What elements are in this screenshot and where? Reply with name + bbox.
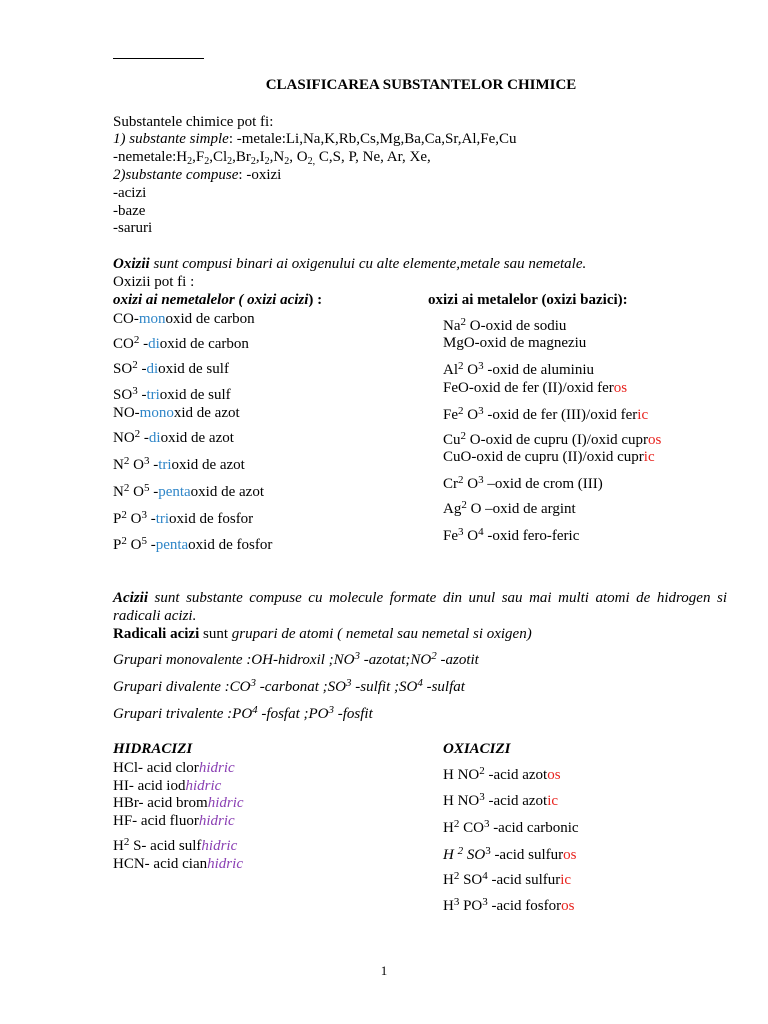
- oxide-item: $SO^2$ -dioxid de sulf: [113, 359, 229, 377]
- radicali-acizi-line: Radicali acizi sunt grupari de atomi ( nemetal sau nemetal si oxigen): [113, 626, 532, 642]
- header-rule: [113, 58, 204, 59]
- divalent-groups: Grupari divalente $:CO^3$ -carbonat $;SO^3$ -sulfit $;SO^4$ -sulfat: [113, 677, 465, 695]
- oxide-item: Ag$^2$ O –oxid de argint: [443, 499, 576, 517]
- oxide-item: Cu$^2$ O-oxid de cupru (I)/oxid cupros: [443, 430, 662, 448]
- oxizi-definition: Oxizii sunt compusi binari ai oxigenului cu alte elemente,metale sau nemetale.: [113, 256, 587, 272]
- oxide-item: $NO^2$ -dioxid de azot: [113, 428, 234, 446]
- hidracid-item: HI- acid iodhidric: [113, 778, 222, 794]
- oxide-item: $P^2$ $O^5$ -pentaoxid de fosfor: [113, 535, 273, 553]
- simple-substances-line: 1) substante simple: -metale:Li,Na,K,Rb,Cs,Mg,Ba,Ca,Sr,Al,Fe,Cu: [113, 131, 517, 147]
- nemetale-line: $-nemetale:H_2,F_2,Cl_2,Br_2,I_2,N_2$, $O_{2,}$ C,S, P, Ne, Ar, Xe,: [113, 149, 431, 167]
- oxiacid-item: $H^2$ $CO^3$ -acid carbonic: [443, 818, 579, 836]
- oxiacid-item: H $NO^3$ -acid azotic: [443, 791, 559, 809]
- page-number: 1: [380, 963, 388, 978]
- hidracid-item: HCN- acid cianhidric: [113, 856, 243, 872]
- class-saruri: -saruri: [113, 220, 153, 236]
- hidracid-item: HBr- acid bromhidric: [113, 795, 244, 811]
- oxide-item: Al$^2$ $O^3$ -oxid de aluminiu: [443, 360, 594, 378]
- metale-oxides-header: oxizi ai metalelor (oxizi bazici):: [428, 292, 628, 308]
- oxide-item: Fe$^2$ $O^3$ -oxid de fer (III)/oxid feric: [443, 405, 649, 423]
- oxide-item: Na$^2$ O-oxid de sodiu: [443, 316, 567, 334]
- acizi-definition: Acizii sunt substante compuse cu molecule formate din unul sau mai multi atomi de hidrogen si: [113, 590, 727, 606]
- intro-line: Substantele chimice pot fi:: [113, 114, 274, 130]
- oxiacid-item: $H^3$ $PO^3$ -acid fosforos: [443, 896, 575, 914]
- oxiacid-item: H $^2$ $SO^3$ -acid sulfuros: [443, 845, 577, 863]
- trivalent-groups: Grupari trivalente $:PO^4$ -fosfat $;PO^3$ -fosfit: [113, 704, 373, 722]
- class-baze: -baze: [113, 203, 146, 219]
- oxide-item: Cr$^2$ $O^3$ –oxid de crom (III): [443, 474, 603, 492]
- oxide-item: FeO-oxid de fer (II)/oxid feros: [443, 380, 628, 396]
- oxiacid-item: $H^2$ $SO^4$ -acid sulfuric: [443, 870, 572, 888]
- oxide-item: $P^2$ $O^3$ -trioxid de fosfor: [113, 509, 254, 527]
- oxide-item: Fe$^3$ $O^4$ -oxid fero-feric: [443, 526, 580, 544]
- oxide-item: $SO^3$ -trioxid de sulf: [113, 385, 231, 403]
- oxiacid-item: H $NO^2$ -acid azotos: [443, 765, 561, 783]
- hidracid-item: $H^2$ S- acid sulfhidric: [113, 836, 238, 854]
- compound-substances-line: 2)substante compuse: -oxizi: [113, 167, 282, 183]
- page-title: CLASIFICAREA SUBSTANTELOR CHIMICE: [265, 77, 577, 93]
- hidracid-item: HF- acid fluorhidric: [113, 813, 235, 829]
- acizi-definition-cont: radicali acizi.: [113, 608, 197, 624]
- monovalent-groups: Grupari monovalente :OH-hidroxil $;NO^3$ $-azotat;NO^2$ -azotit: [113, 650, 479, 668]
- oxizi-pot-fi: Oxizii pot fi :: [113, 274, 195, 290]
- oxide-item: MgO-oxid de magneziu: [443, 335, 587, 351]
- hidracizi-header: HIDRACIZI: [113, 741, 193, 757]
- oxide-item: $N^2$ $O^3$ -trioxid de azot: [113, 455, 245, 473]
- hidracid-item: HCl- acid clorhidric: [113, 760, 235, 776]
- oxide-item: $CO^2$ -dioxid de carbon: [113, 334, 249, 352]
- oxide-item: CO-monoxid de carbon: [113, 311, 255, 327]
- oxiacizi-header: OXIACIZI: [443, 741, 511, 757]
- nemetale-oxides-header: oxizi ai nemetalelor ( oxizi acizi) :: [113, 292, 323, 308]
- class-acizi: -acizi: [113, 185, 147, 201]
- oxide-item: $N^2$ $O^5$ -pentaoxid de azot: [113, 482, 264, 500]
- oxide-item: NO-monoxid de azot: [113, 405, 240, 421]
- oxide-item: CuO-oxid de cupru (II)/oxid cupric: [443, 449, 655, 465]
